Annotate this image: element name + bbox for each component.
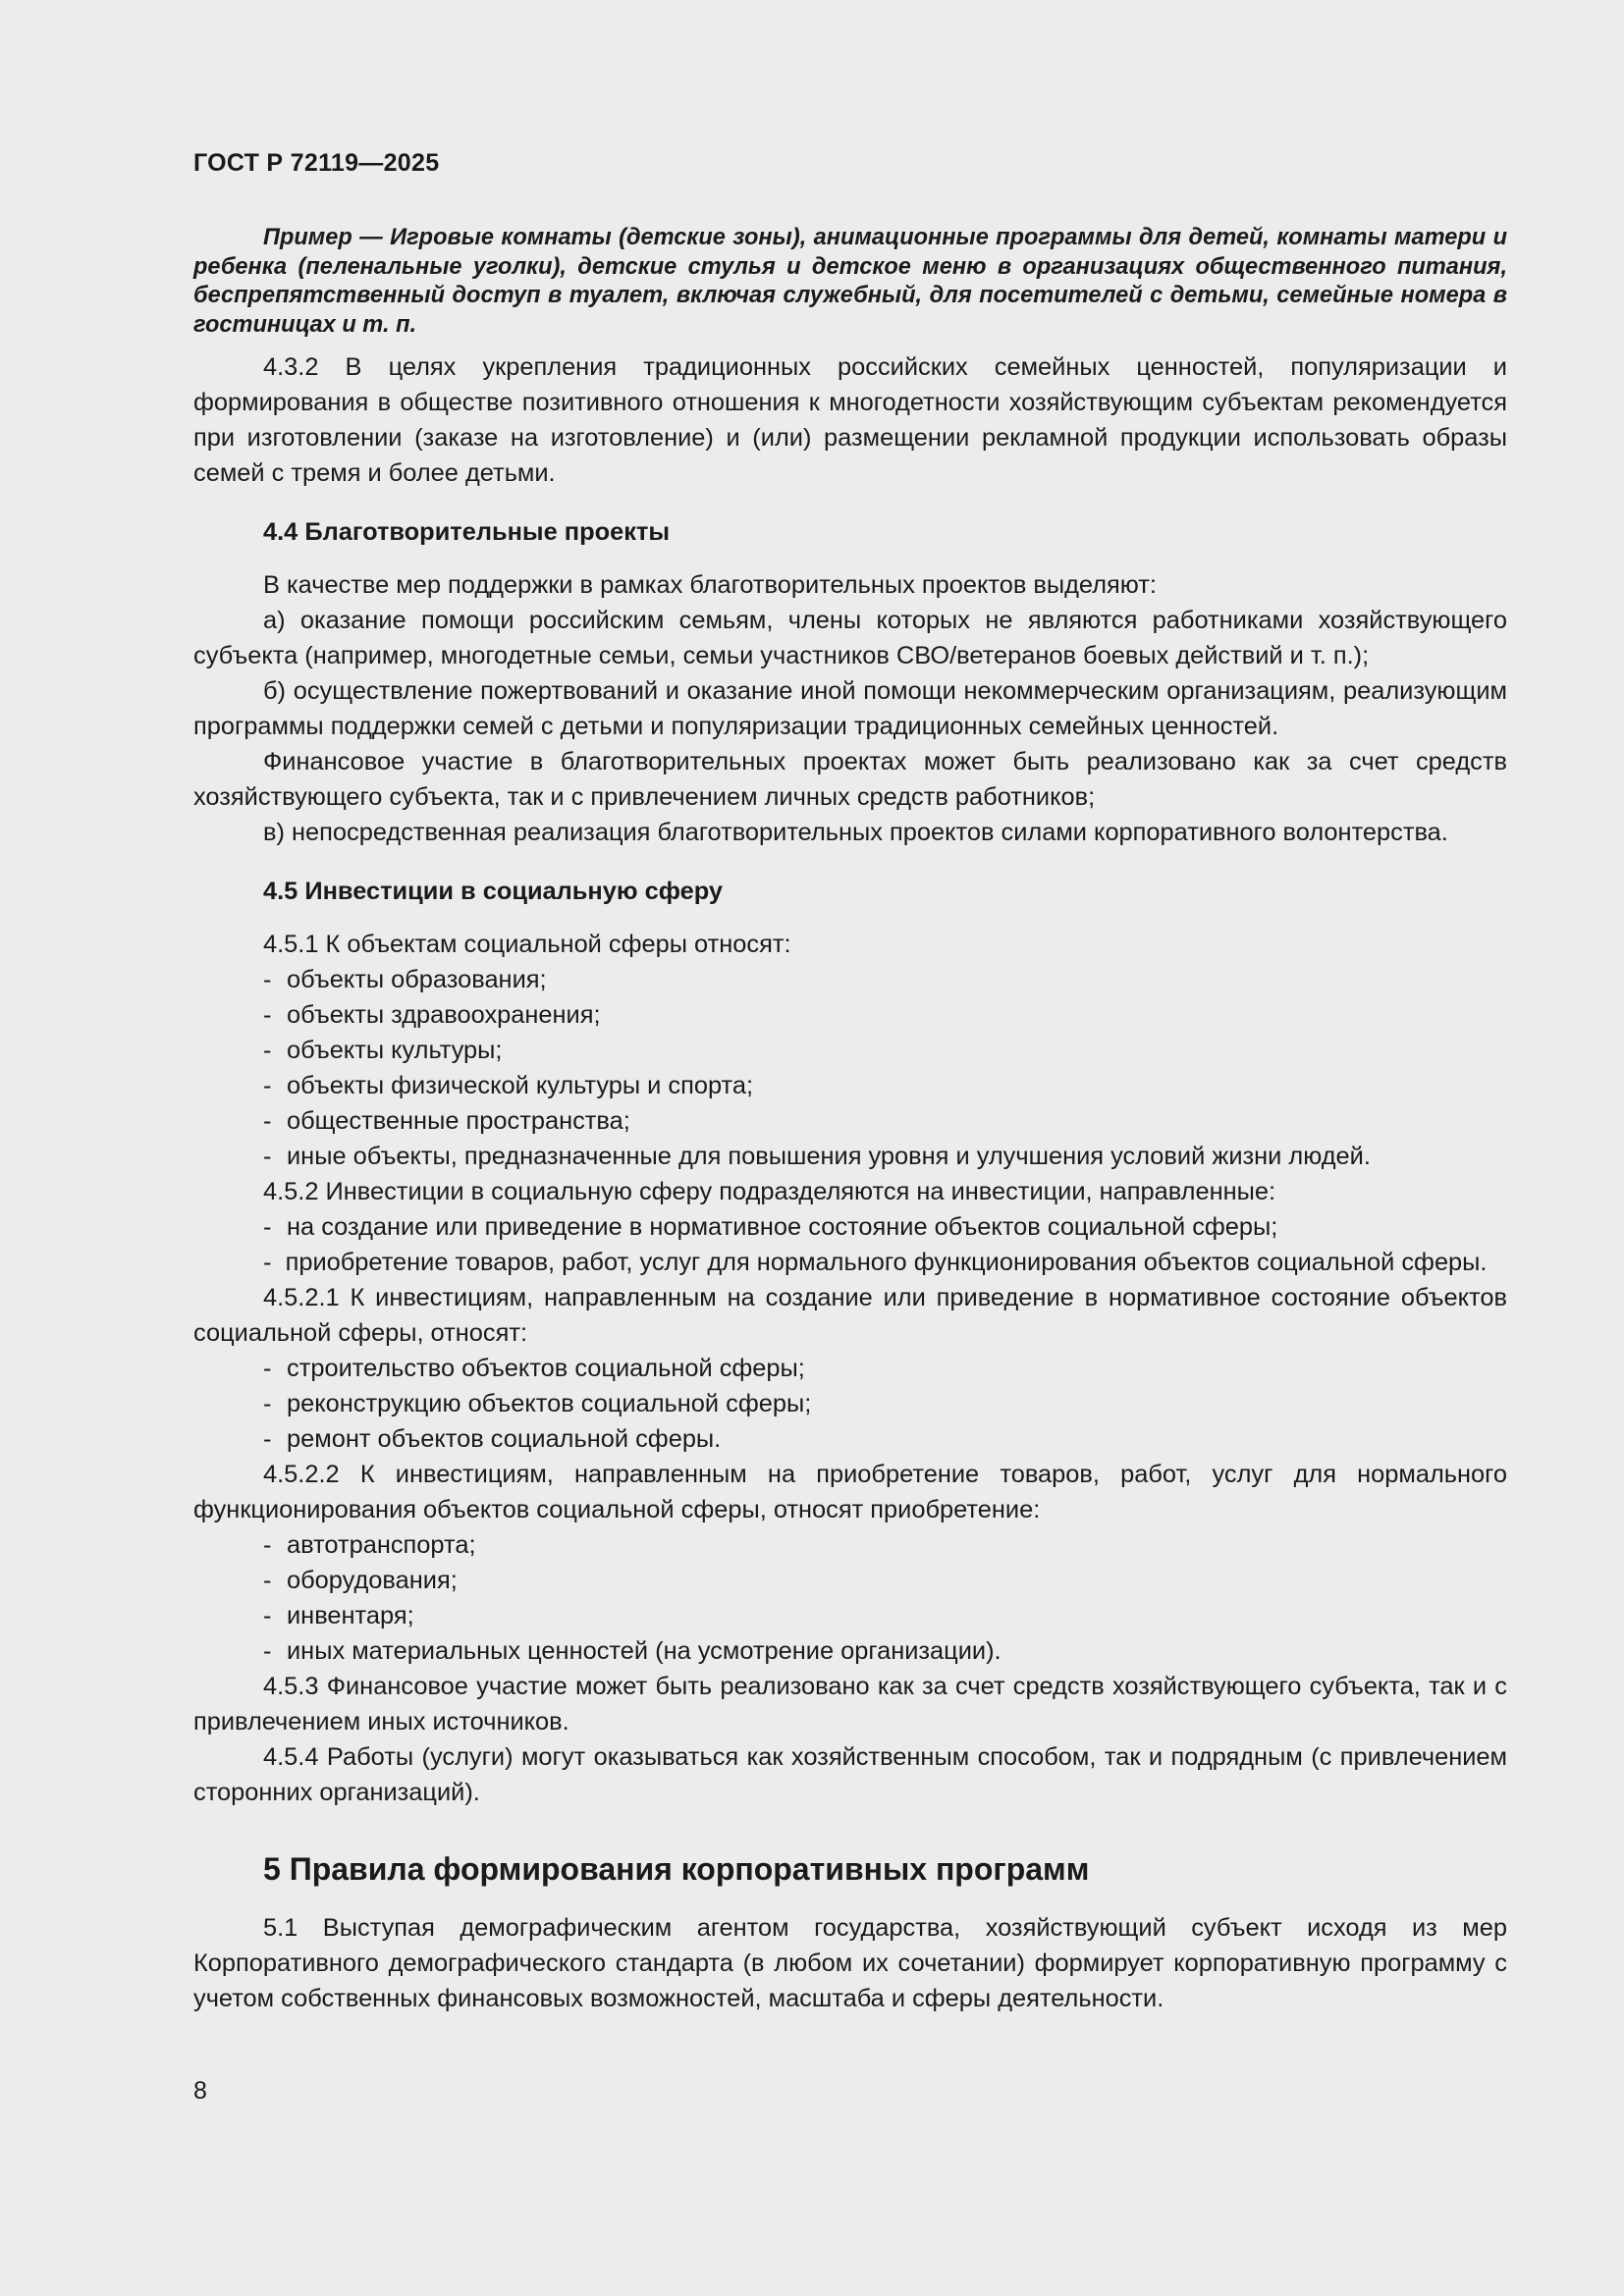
paragraph-5-1: 5.1 Выступая демографическим агентом государства, хозяйствующий субъект исходя из мер Корпоративного демографического стандарта (в любом их сочетании) формирует корпоративную программу с учетом собственных финансовых возможностей, масштаба и сферы деятельности. bbox=[193, 1914, 1507, 2013]
list-item: - инвентаря; bbox=[193, 1598, 1507, 1633]
paragraph-4-4-b: б) осуществление пожертвований и оказание иной помощи некоммерческим организациям, реализующим программы поддержки семей с детьми и популяризации традиционных семейных ценностей. bbox=[193, 677, 1507, 741]
list-item: - объекты здравоохранения; bbox=[193, 997, 1507, 1033]
document-body bbox=[193, 224, 1507, 2016]
paragraph-4-4-v: в) непосредственная реализация благотворительных проектов силами корпоративного волонтерства. bbox=[263, 819, 1448, 847]
paragraph-4-4-financing: Финансовое участие в благотворительных проектах может быть реализовано как за счет средств хозяйствующего субъекта, так и с привлечением личных средств работников; bbox=[193, 748, 1507, 812]
list-item: - объекты образования; bbox=[193, 962, 1507, 997]
list-dash: - bbox=[263, 1037, 272, 1065]
list-dash: - bbox=[263, 1001, 272, 1030]
list-item: - приобретение товаров, работ, услуг для нормального функционирования объектов социальной сферы. bbox=[263, 1249, 1488, 1277]
paragraph-4-5-4: 4.5.4 Работы (услуги) могут оказываться как хозяйственным способом, так и подрядным (с привлечением сторонних организаций). bbox=[193, 1743, 1507, 1807]
list-item: - автотранспорта; bbox=[193, 1527, 1507, 1563]
list-item: - на создание или приведение в нормативное состояние объектов социальной сферы; bbox=[193, 1209, 1507, 1245]
list-dash: - bbox=[263, 1072, 272, 1100]
list-item: - иные объекты, предназначенные для повышения уровня и улучшения условий жизни людей. bbox=[193, 1139, 1507, 1174]
list-dash: - bbox=[263, 1602, 272, 1630]
list-item: - строительство объектов социальной сферы; bbox=[193, 1351, 1507, 1386]
list-dash: - bbox=[263, 1355, 272, 1383]
list-dash: - bbox=[263, 1249, 286, 1277]
paragraph-4-5-3: 4.5.3 Финансовое участие может быть реализовано как за счет средств хозяйствующего субъекта, так и с привлечением иных источников. bbox=[193, 1673, 1507, 1736]
paragraph-4-5-2-2: 4.5.2.2 К инвестициям, направленным на приобретение товаров, работ, услуг для нормального функционирования объектов социальной сферы, относят приобретение: bbox=[193, 1461, 1507, 1524]
paragraph-4-5-2-1: 4.5.2.1 К инвестициям, направленным на создание или приведение в нормативное состояние объектов социальной сферы, относят: bbox=[193, 1284, 1507, 1348]
list-dash: - bbox=[263, 1567, 272, 1595]
paragraph-4-4-a: а) оказание помощи российским семьям, члены которых не являются работниками хозяйствующего субъекта (например, многодетные семьи, семьи участников СВО/ветеранов боевых действий и т. п.); bbox=[193, 607, 1507, 670]
list-dash: - bbox=[263, 1213, 272, 1242]
paragraph-4-5-2: 4.5.2 Инвестиции в социальную сферу подразделяются на инвестиции, направленные: bbox=[263, 1178, 1276, 1206]
list-item: - иных материальных ценностей (на усмотрение организации). bbox=[193, 1633, 1507, 1669]
list-item: - оборудования; bbox=[193, 1563, 1507, 1598]
list-dash: - bbox=[263, 1531, 272, 1560]
page-number: 8 bbox=[193, 2077, 207, 2105]
list-item: - объекты культуры; bbox=[193, 1033, 1507, 1068]
list-item: - ремонт объектов социальной сферы. bbox=[193, 1421, 1507, 1457]
example-note: Пример — Игровые комнаты (детские зоны), анимационные программы для детей, комнаты матери и ребенка (пеленальные уголки), детские стулья и детское меню в организациях общественного питания, беспрепятственный доступ в туалет, включая служебный, для посетителей с детьми, семейные номера в гостиницах и т. п. bbox=[193, 225, 1507, 338]
list-dash: - bbox=[263, 1425, 272, 1454]
list-dash: - bbox=[263, 966, 272, 994]
paragraph-4-3-2: 4.3.2 В целях укрепления традиционных российских семейных ценностей, популяризации и формирования в обществе позитивного отношения к многодетности хозяйствующим субъектам рекомендуется при изготовлении (заказе на изготовление) и (или) размещении рекламной продукции использовать образы семей с тремя и более детьми. bbox=[193, 353, 1507, 488]
heading-4-4: 4.4 Благотворительные проекты bbox=[263, 518, 671, 547]
list-item: - объекты физической культуры и спорта; bbox=[193, 1068, 1507, 1103]
list-dash: - bbox=[263, 1390, 272, 1418]
list-dash: - bbox=[263, 1637, 272, 1666]
list-dash: - bbox=[263, 1143, 272, 1171]
document-header: ГОСТ Р 72119—2025 bbox=[193, 149, 440, 177]
paragraph-4-4-intro: В качестве мер поддержки в рамках благотворительных проектов выделяют: bbox=[263, 571, 1157, 600]
list-item: - общественные пространства; bbox=[193, 1103, 1507, 1139]
list-item: - реконструкцию объектов социальной сферы; bbox=[193, 1386, 1507, 1421]
list-dash: - bbox=[263, 1107, 272, 1136]
heading-5: 5 Правила формирования корпоративных программ bbox=[263, 1851, 1090, 1888]
heading-4-5: 4.5 Инвестиции в социальную сферу bbox=[263, 878, 724, 906]
paragraph-4-5-1: 4.5.1 К объектам социальной сферы относят: bbox=[263, 931, 791, 959]
